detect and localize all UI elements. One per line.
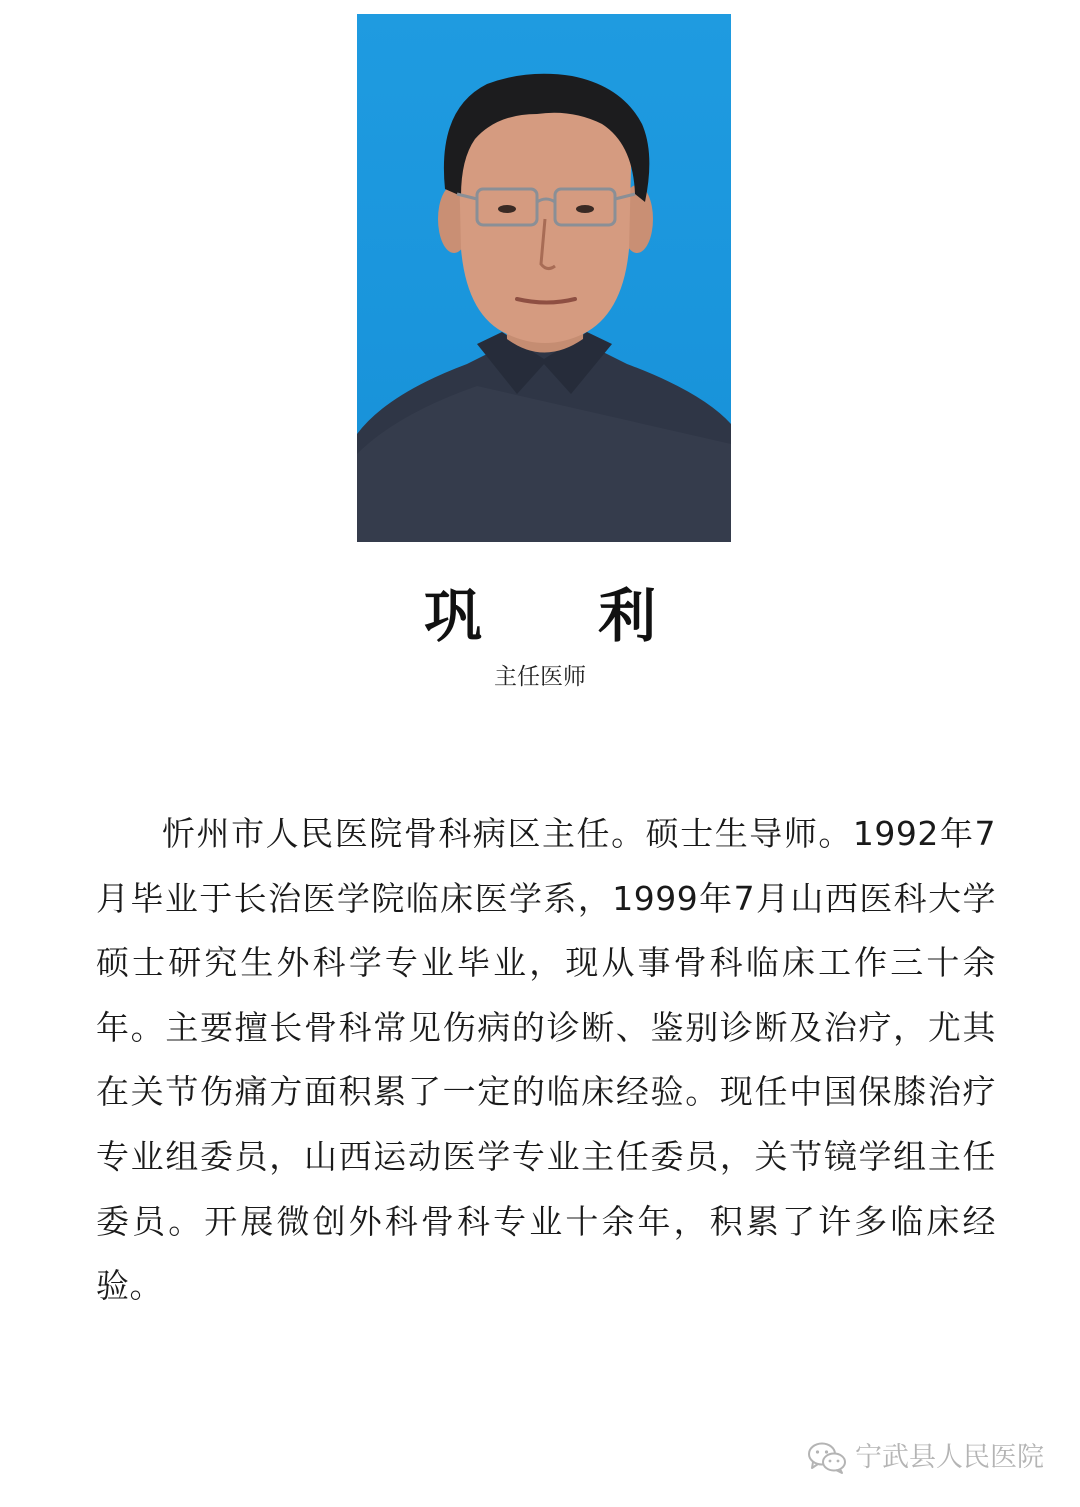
doctor-portrait bbox=[357, 14, 731, 542]
doctor-name: 巩 利 bbox=[423, 582, 705, 650]
doctor-title: 主任医师 bbox=[494, 664, 586, 690]
doctor-biography: 忻州市人民医院骨科病区主任。硕士生导师。1992年7月毕业于长治医学院临床医学系，1999年7月山西医科大学硕士研究生外科学专业毕业，现从事骨科临床工作三十余年。主要擅长骨科常见伤病的诊断、鉴别诊断及治疗，尤其在关节伤痛方面积累了一定的临床经验。现任中国保膝治疗专业组委员，山西运动医学专业主任委员，关节镜学组主任委员。开展微创外科骨科专业十余年，积累了许多临床经验。 bbox=[96, 814, 996, 1306]
watermark-text: 宁武县人民医院 bbox=[855, 1442, 1044, 1473]
wechat-icon bbox=[807, 1441, 847, 1475]
account-watermark bbox=[807, 1440, 1044, 1476]
